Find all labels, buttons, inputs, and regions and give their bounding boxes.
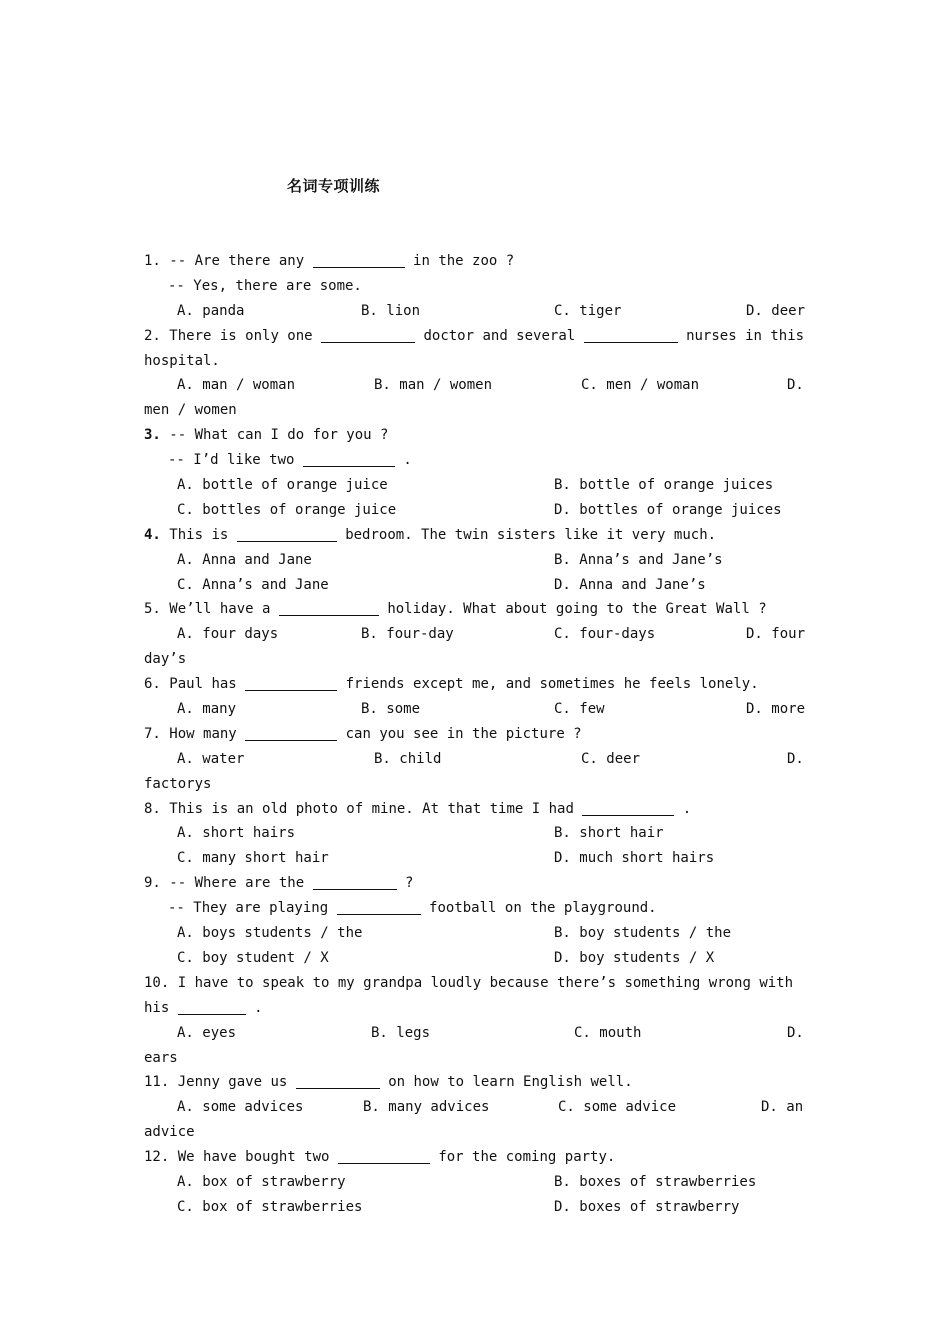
question-8-options-ab	[144, 821, 810, 846]
option-d[interactable]: D.	[787, 1024, 804, 1041]
question-10: 10. I have to speak to my grandpa loudly because there’s something wrong with	[144, 974, 794, 991]
option-d[interactable]: D. bottles of orange juices	[554, 501, 782, 518]
question-number: 2.	[144, 327, 161, 344]
option-b[interactable]: B. many advices	[363, 1099, 490, 1116]
question-3: 3. -- What can I do for you ?	[144, 427, 389, 444]
answer-blank[interactable]	[582, 801, 674, 816]
page-title: 名词专项训练	[287, 177, 381, 195]
answer-blank[interactable]	[279, 601, 379, 616]
option-b[interactable]: B. legs	[371, 1024, 431, 1041]
question-number: 12.	[144, 1149, 170, 1166]
option-c[interactable]: C. Anna’s and Jane	[177, 576, 329, 593]
question-2: 2. There is only one doctor and several nurses in this	[144, 327, 805, 344]
option-d[interactable]: D. four	[746, 626, 806, 643]
question-3-options-ab	[144, 473, 810, 498]
answer-blank[interactable]	[313, 253, 405, 268]
question-1-options	[144, 299, 810, 324]
question-number: 7.	[144, 725, 161, 742]
option-c[interactable]: C. four-days	[554, 626, 656, 643]
option-c[interactable]: C. tiger	[554, 302, 622, 319]
option-b[interactable]: B. boxes of strawberries	[554, 1173, 757, 1190]
question-1-reply: -- Yes, there are some.	[168, 277, 362, 294]
option-b[interactable]: B. Anna’s and Jane’s	[554, 551, 723, 568]
question-5-options	[144, 622, 810, 647]
answer-blank[interactable]	[337, 900, 421, 915]
option-d[interactable]: D. an	[761, 1099, 804, 1116]
answer-blank[interactable]	[584, 328, 678, 343]
question-2-wrap: hospital.	[144, 352, 220, 369]
option-c[interactable]: C. boy student / X	[177, 949, 329, 966]
answer-blank[interactable]	[178, 1000, 246, 1015]
option-b[interactable]: B. some	[361, 701, 421, 718]
question-9: 9. -- Where are the ?	[144, 875, 414, 892]
option-a[interactable]: A. man / woman	[177, 377, 296, 394]
option-a[interactable]: A. boys students / the	[177, 925, 363, 942]
option-b[interactable]: B. short hair	[554, 825, 664, 842]
question-4: 4. This is bedroom. The twin sisters like it very much.	[144, 526, 717, 543]
question-3-reply: -- I’d like two .	[168, 452, 412, 469]
question-7: 7. How many can you see in the picture ?	[144, 725, 582, 742]
option-b[interactable]: B. man / women	[374, 377, 493, 394]
question-5: 5. We’ll have a holiday. What about going to the Great Wall ?	[144, 601, 767, 618]
option-a[interactable]: A. four days	[177, 626, 279, 643]
question-7-options	[144, 747, 810, 772]
option-c[interactable]: C. men / woman	[581, 377, 700, 394]
option-a[interactable]: A. panda	[177, 302, 245, 319]
option-d[interactable]: D. boy students / X	[554, 949, 715, 966]
question-6: 6. Paul has friends except me, and sometimes he feels lonely.	[144, 676, 759, 693]
option-d-wrap: factorys	[144, 775, 212, 792]
answer-blank[interactable]	[303, 452, 395, 467]
option-a[interactable]: A. water	[177, 750, 245, 767]
option-c[interactable]: C. many short hair	[177, 850, 329, 867]
option-d-wrap: day’s	[144, 651, 187, 668]
option-d[interactable]: D. much short hairs	[554, 850, 715, 867]
answer-blank[interactable]	[245, 676, 337, 691]
question-12: 12. We have bought two for the coming party.	[144, 1149, 616, 1166]
question-number: 6.	[144, 676, 161, 693]
option-d[interactable]: D. Anna and Jane’s	[554, 576, 706, 593]
question-number: 10.	[144, 974, 170, 991]
option-c[interactable]: C. mouth	[574, 1024, 642, 1041]
question-6-options	[144, 697, 810, 722]
question-number: 8.	[144, 800, 161, 817]
question-10-options	[144, 1021, 810, 1046]
option-a[interactable]: A. many	[177, 701, 237, 718]
answer-blank[interactable]	[321, 328, 415, 343]
option-c[interactable]: C. few	[554, 701, 605, 718]
question-10-wrap: his .	[144, 999, 263, 1016]
option-d[interactable]: D. deer	[746, 302, 806, 319]
question-11-options	[144, 1095, 810, 1120]
option-a[interactable]: A. short hairs	[177, 825, 296, 842]
question-12-options-cd	[144, 1195, 810, 1220]
question-number: 5.	[144, 601, 161, 618]
option-a[interactable]: A. box of strawberry	[177, 1173, 346, 1190]
option-b[interactable]: B. bottle of orange juices	[554, 477, 774, 494]
option-d-wrap: ears	[144, 1049, 178, 1066]
question-4-options-ab	[144, 548, 810, 573]
question-9-options-ab	[144, 921, 810, 946]
question-number: 1.	[144, 253, 161, 269]
option-d[interactable]: D.	[787, 377, 804, 394]
question-8: 8. This is an old photo of mine. At that time I had .	[144, 800, 692, 817]
option-d[interactable]: D. more	[746, 701, 806, 718]
answer-blank[interactable]	[296, 1074, 380, 1089]
answer-blank[interactable]	[338, 1149, 430, 1164]
answer-blank[interactable]	[245, 726, 337, 741]
question-2-options	[144, 373, 810, 398]
option-b[interactable]: B. child	[374, 750, 442, 767]
option-c[interactable]: C. deer	[581, 750, 641, 767]
answer-blank[interactable]	[237, 527, 337, 542]
question-number: 9.	[144, 875, 161, 892]
option-c[interactable]: C. some advice	[558, 1099, 677, 1116]
option-c[interactable]: C. bottles of orange juice	[177, 501, 397, 518]
option-d-wrap: men / women	[144, 402, 237, 419]
answer-blank[interactable]	[313, 875, 397, 890]
option-a[interactable]: A. Anna and Jane	[177, 551, 312, 568]
option-d[interactable]: D. boxes of strawberry	[554, 1198, 740, 1215]
question-number: 11.	[144, 1074, 170, 1091]
question-number: 4.	[144, 526, 161, 543]
question-list	[144, 249, 810, 1220]
question-11: 11. Jenny gave us on how to learn English well.	[144, 1074, 633, 1091]
question-8-options-cd	[144, 846, 810, 871]
option-d-wrap: advice	[144, 1124, 195, 1141]
question-number: 3.	[144, 427, 161, 444]
option-c[interactable]: C. box of strawberries	[177, 1198, 363, 1215]
option-b[interactable]: B. boy students / the	[554, 925, 732, 942]
option-a[interactable]: A. bottle of orange juice	[177, 477, 388, 494]
question-9-options-cd	[144, 946, 810, 971]
question-3-options-cd	[144, 498, 810, 523]
question-1: 1. -- Are there any in the zoo ?	[144, 253, 515, 269]
option-d[interactable]: D.	[787, 750, 804, 767]
option-b[interactable]: B. four-day	[361, 626, 454, 643]
question-9-reply: -- They are playing football on the playground.	[168, 900, 657, 917]
option-a[interactable]: A. some advices	[177, 1099, 304, 1116]
question-4-options-cd	[144, 573, 810, 598]
option-a[interactable]: A. eyes	[177, 1024, 237, 1041]
question-12-options-ab	[144, 1170, 810, 1195]
option-b[interactable]: B. lion	[361, 302, 421, 319]
